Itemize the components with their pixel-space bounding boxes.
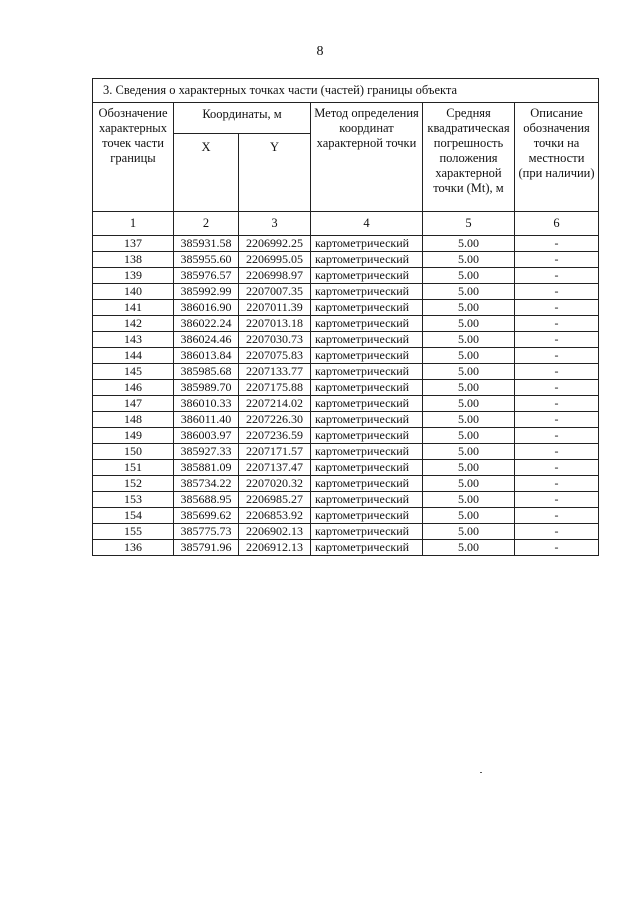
error-cell: 5.00	[423, 476, 515, 492]
x-coordinate-cell: 385927.33	[174, 444, 239, 460]
method-cell: картометрический	[311, 316, 423, 332]
table-row	[93, 252, 599, 268]
x-coordinate-cell: 386003.97	[174, 428, 239, 444]
header-coordinates: Координаты, м	[174, 103, 311, 134]
description-cell: -	[515, 268, 599, 284]
table-row	[93, 348, 599, 364]
error-cell: 5.00	[423, 540, 515, 556]
page-number: 8	[316, 44, 324, 59]
section-title: 3. Сведения о характерных точках части (частей) границы объекта	[93, 79, 599, 103]
y-coordinate-cell: 2207030.73	[239, 332, 311, 348]
method-cell: картометрический	[311, 412, 423, 428]
method-cell: картометрический	[311, 236, 423, 252]
boundary-points-table	[92, 78, 599, 556]
point-cell: 149	[93, 428, 174, 444]
table-body	[93, 236, 599, 556]
y-coordinate-cell: 2207075.83	[239, 348, 311, 364]
x-coordinate-cell: 386016.90	[174, 300, 239, 316]
header-method: Метод определения координат характерной точки	[311, 103, 423, 212]
column-number: 3	[239, 212, 311, 236]
method-cell: картометрический	[311, 476, 423, 492]
error-cell: 5.00	[423, 380, 515, 396]
point-cell: 141	[93, 300, 174, 316]
point-cell: 148	[93, 412, 174, 428]
table-row	[93, 364, 599, 380]
method-cell: картометрический	[311, 348, 423, 364]
column-numbers-row	[93, 212, 599, 236]
method-cell: картометрический	[311, 540, 423, 556]
error-cell: 5.00	[423, 236, 515, 252]
method-cell: картометрический	[311, 380, 423, 396]
x-coordinate-cell: 385699.62	[174, 508, 239, 524]
header-designation: Обозначение характерных точек части границы	[93, 103, 174, 212]
point-cell: 154	[93, 508, 174, 524]
error-cell: 5.00	[423, 284, 515, 300]
header-x: X	[174, 134, 239, 212]
method-cell: картометрический	[311, 492, 423, 508]
y-coordinate-cell: 2207020.32	[239, 476, 311, 492]
error-cell: 5.00	[423, 332, 515, 348]
table-row	[93, 300, 599, 316]
column-number: 2	[174, 212, 239, 236]
error-cell: 5.00	[423, 268, 515, 284]
y-coordinate-cell: 2207133.77	[239, 364, 311, 380]
x-coordinate-cell: 385688.95	[174, 492, 239, 508]
table-row	[93, 380, 599, 396]
method-cell: картометрический	[311, 364, 423, 380]
point-cell: 150	[93, 444, 174, 460]
y-coordinate-cell: 2207175.88	[239, 380, 311, 396]
table-row	[93, 540, 599, 556]
table-row	[93, 476, 599, 492]
y-coordinate-cell: 2206992.25	[239, 236, 311, 252]
x-coordinate-cell: 386022.24	[174, 316, 239, 332]
description-cell: -	[515, 396, 599, 412]
x-coordinate-cell: 385992.99	[174, 284, 239, 300]
table-row	[93, 268, 599, 284]
y-coordinate-cell: 2206995.05	[239, 252, 311, 268]
y-coordinate-cell: 2207214.02	[239, 396, 311, 412]
error-cell: 5.00	[423, 348, 515, 364]
description-cell: -	[515, 540, 599, 556]
description-cell: -	[515, 236, 599, 252]
error-cell: 5.00	[423, 444, 515, 460]
description-cell: -	[515, 460, 599, 476]
point-cell: 142	[93, 316, 174, 332]
table-row	[93, 284, 599, 300]
error-cell: 5.00	[423, 412, 515, 428]
method-cell: картометрический	[311, 332, 423, 348]
x-coordinate-cell: 385791.96	[174, 540, 239, 556]
table-row	[93, 492, 599, 508]
description-cell: -	[515, 492, 599, 508]
column-number: 4	[311, 212, 423, 236]
description-cell: -	[515, 412, 599, 428]
error-cell: 5.00	[423, 300, 515, 316]
method-cell: картометрический	[311, 284, 423, 300]
error-cell: 5.00	[423, 316, 515, 332]
table-row	[93, 236, 599, 252]
scan-speck	[480, 772, 482, 773]
method-cell: картометрический	[311, 524, 423, 540]
description-cell: -	[515, 380, 599, 396]
point-cell: 143	[93, 332, 174, 348]
description-cell: -	[515, 348, 599, 364]
y-coordinate-cell: 2206912.13	[239, 540, 311, 556]
x-coordinate-cell: 385734.22	[174, 476, 239, 492]
table-row	[93, 508, 599, 524]
table-row	[93, 316, 599, 332]
point-cell: 153	[93, 492, 174, 508]
x-coordinate-cell: 385985.68	[174, 364, 239, 380]
y-coordinate-cell: 2207011.39	[239, 300, 311, 316]
y-coordinate-cell: 2206985.27	[239, 492, 311, 508]
header-description: Описание обозначения точки на местности (при наличии)	[515, 103, 599, 212]
description-cell: -	[515, 524, 599, 540]
y-coordinate-cell: 2207007.35	[239, 284, 311, 300]
point-cell: 155	[93, 524, 174, 540]
point-cell: 147	[93, 396, 174, 412]
point-cell: 140	[93, 284, 174, 300]
description-cell: -	[515, 284, 599, 300]
error-cell: 5.00	[423, 364, 515, 380]
point-cell: 138	[93, 252, 174, 268]
point-cell: 136	[93, 540, 174, 556]
y-coordinate-cell: 2207013.18	[239, 316, 311, 332]
table-row	[93, 396, 599, 412]
description-cell: -	[515, 332, 599, 348]
x-coordinate-cell: 386013.84	[174, 348, 239, 364]
y-coordinate-cell: 2207236.59	[239, 428, 311, 444]
y-coordinate-cell: 2206902.13	[239, 524, 311, 540]
table-row	[93, 332, 599, 348]
description-cell: -	[515, 364, 599, 380]
x-coordinate-cell: 385989.70	[174, 380, 239, 396]
point-cell: 145	[93, 364, 174, 380]
description-cell: -	[515, 252, 599, 268]
y-coordinate-cell: 2206853.92	[239, 508, 311, 524]
table-row	[93, 412, 599, 428]
method-cell: картометрический	[311, 444, 423, 460]
error-cell: 5.00	[423, 524, 515, 540]
header-y: Y	[239, 134, 311, 212]
header-error: Средняя квадратическая погрешность положения характерной точки (Mt), м	[423, 103, 515, 212]
description-cell: -	[515, 476, 599, 492]
method-cell: картометрический	[311, 428, 423, 444]
description-cell: -	[515, 316, 599, 332]
y-coordinate-cell: 2207137.47	[239, 460, 311, 476]
point-cell: 144	[93, 348, 174, 364]
description-cell: -	[515, 444, 599, 460]
point-cell: 152	[93, 476, 174, 492]
x-coordinate-cell: 385955.60	[174, 252, 239, 268]
table-row	[93, 524, 599, 540]
error-cell: 5.00	[423, 252, 515, 268]
x-coordinate-cell: 385976.57	[174, 268, 239, 284]
point-cell: 137	[93, 236, 174, 252]
x-coordinate-cell: 385775.73	[174, 524, 239, 540]
error-cell: 5.00	[423, 396, 515, 412]
description-cell: -	[515, 508, 599, 524]
description-cell: -	[515, 428, 599, 444]
error-cell: 5.00	[423, 492, 515, 508]
error-cell: 5.00	[423, 508, 515, 524]
y-coordinate-cell: 2207226.30	[239, 412, 311, 428]
method-cell: картометрический	[311, 460, 423, 476]
point-cell: 139	[93, 268, 174, 284]
description-cell: -	[515, 300, 599, 316]
method-cell: картометрический	[311, 396, 423, 412]
x-coordinate-cell: 385931.58	[174, 236, 239, 252]
column-number: 6	[515, 212, 599, 236]
point-cell: 151	[93, 460, 174, 476]
method-cell: картометрический	[311, 252, 423, 268]
table-row	[93, 444, 599, 460]
y-coordinate-cell: 2206998.97	[239, 268, 311, 284]
method-cell: картометрический	[311, 300, 423, 316]
point-cell: 146	[93, 380, 174, 396]
column-number: 1	[93, 212, 174, 236]
x-coordinate-cell: 386024.46	[174, 332, 239, 348]
x-coordinate-cell: 386010.33	[174, 396, 239, 412]
table-row	[93, 428, 599, 444]
error-cell: 5.00	[423, 460, 515, 476]
table-row	[93, 460, 599, 476]
x-coordinate-cell: 385881.09	[174, 460, 239, 476]
x-coordinate-cell: 386011.40	[174, 412, 239, 428]
column-number: 5	[423, 212, 515, 236]
y-coordinate-cell: 2207171.57	[239, 444, 311, 460]
method-cell: картометрический	[311, 508, 423, 524]
method-cell: картометрический	[311, 268, 423, 284]
error-cell: 5.00	[423, 428, 515, 444]
